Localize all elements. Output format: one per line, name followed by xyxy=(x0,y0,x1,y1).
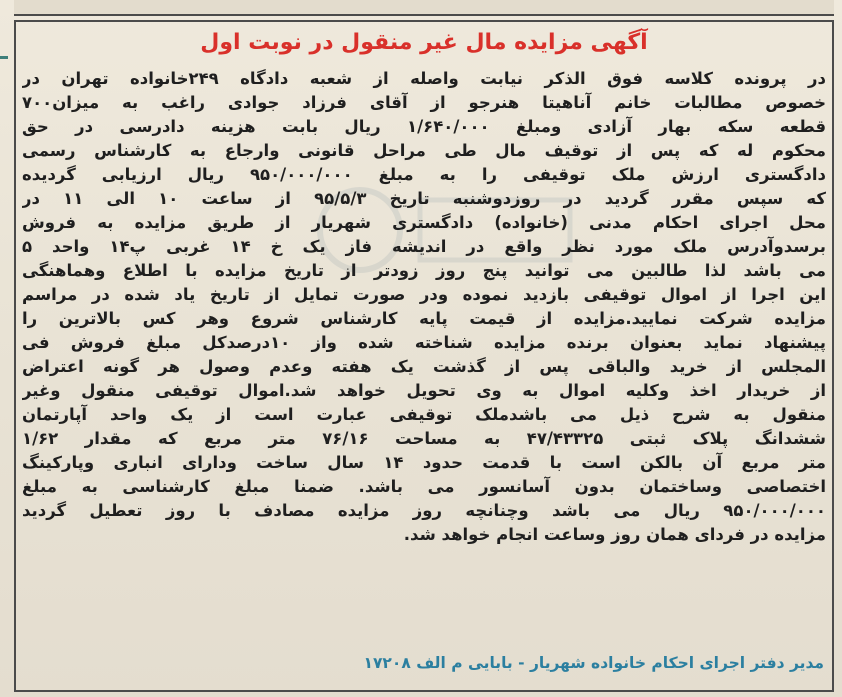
notice-line: ششدانگ پلاک ثبتی ۴۷/۴۳۳۲۵ به مساحت ۷۶/۱۶ متر مربع که مقدار ۱/۶۲ xyxy=(22,429,826,448)
notice-line: ۹۵۰/۰۰۰/۰۰۰ ریال می باشد وچنانچه روز مزایده مصادف با روز تعطیل گردید xyxy=(22,501,826,520)
edge-mark xyxy=(0,56,8,59)
notice-line: این اجرا از اموال توقیفی بازدید نموده ودر صورت تمایل از تاریخ یاد شده در مراسم xyxy=(22,285,826,304)
notice-signature: مدیر دفتر اجرای احکام خانواده شهریار - بابایی م الف ۱۷۲۰۸ xyxy=(363,654,824,672)
notice-line: می باشد لذا طالبین می توانید پنج روز زودتر از تاریخ مزایده با اطلاع وهماهنگی xyxy=(22,261,826,280)
notice-line: مزایده شرکت نمایید.مزایده از قیمت پایه کارشناس شروع وهر کس بالاترین را xyxy=(22,309,826,328)
notice-line: محل اجرای احکام مدنی (خانواده) دادگستری شهریار از طریق مزایده به فروش xyxy=(22,213,826,232)
notice-line: محکوم له که پس از توقیف مال طی مراحل قانونی وارجاع به کارشناس رسمی xyxy=(22,141,826,160)
notice-line: از خریدار اخذ وکلیه اموال به وی تحویل خواهد شد.اموال توقیفی منقول وغیر xyxy=(22,381,826,400)
top-border-strip xyxy=(14,0,834,16)
notice-line: در پرونده کلاسه فوق الذکر نیابت واصله از شعبه دادگاه ۲۴۹خانواده تهران در xyxy=(22,69,826,88)
notice-line: دادگستری ارزش ملک توقیفی را به مبلغ ۹۵۰/۰۰۰/۰۰۰ ریال ارزیابی گردیده xyxy=(22,165,826,184)
notice-line: متر مربع آن بالکن است با قدمت حدود ۱۴ سال ساخت ودارای انباری وپارکینگ xyxy=(22,453,826,472)
notice-line-last: مزایده در فردای همان روز وساعت انجام خواهد شد. xyxy=(403,525,826,544)
notice-line: اختصاصی وساختمان بدون آسانسور می باشد. ضمنا مبلغ کارشناسی به مبلغ xyxy=(22,477,826,496)
notice-line: برسدوآدرس ملک مورد نظر واقع در اندیشه فاز یک خ ۱۴ غربی پ۱۴ واحد ۵ xyxy=(22,237,826,256)
notice-line: پیشنهاد نماید بعنوان برنده مزایده شناخته شده واز ۱۰درصدکل مبلغ فروش فی xyxy=(22,333,826,352)
notice-line: منقول به شرح ذیل می باشدملک توقیفی عبارت است از یک واحد آپارتمان xyxy=(22,405,826,424)
notice-line: قطعه سکه بهار آزادی ومبلغ ۱/۶۴۰/۰۰۰ ریال بابت هزینه دادرسی در حق xyxy=(22,117,826,136)
notice-line: خصوص مطالبات خانم آناهیتا هنرجو از آقای فرزاد جوادی راغب به میزان۷۰۰ xyxy=(22,93,826,112)
notice-line: المجلس از خرید والباقی پس از گذشت یک هفته وعدم وصول هر گونه اعتراض xyxy=(22,357,826,376)
notice-body xyxy=(22,67,826,547)
notice-line: که سپس مقرر گردید در روزدوشنبه تاریخ ۹۵/۵/۳ از ساعت ۱۰ الی ۱۱ در xyxy=(22,189,826,208)
notice-title: آگهی مزایده مال غیر منقول در نوبت اول xyxy=(200,30,648,55)
